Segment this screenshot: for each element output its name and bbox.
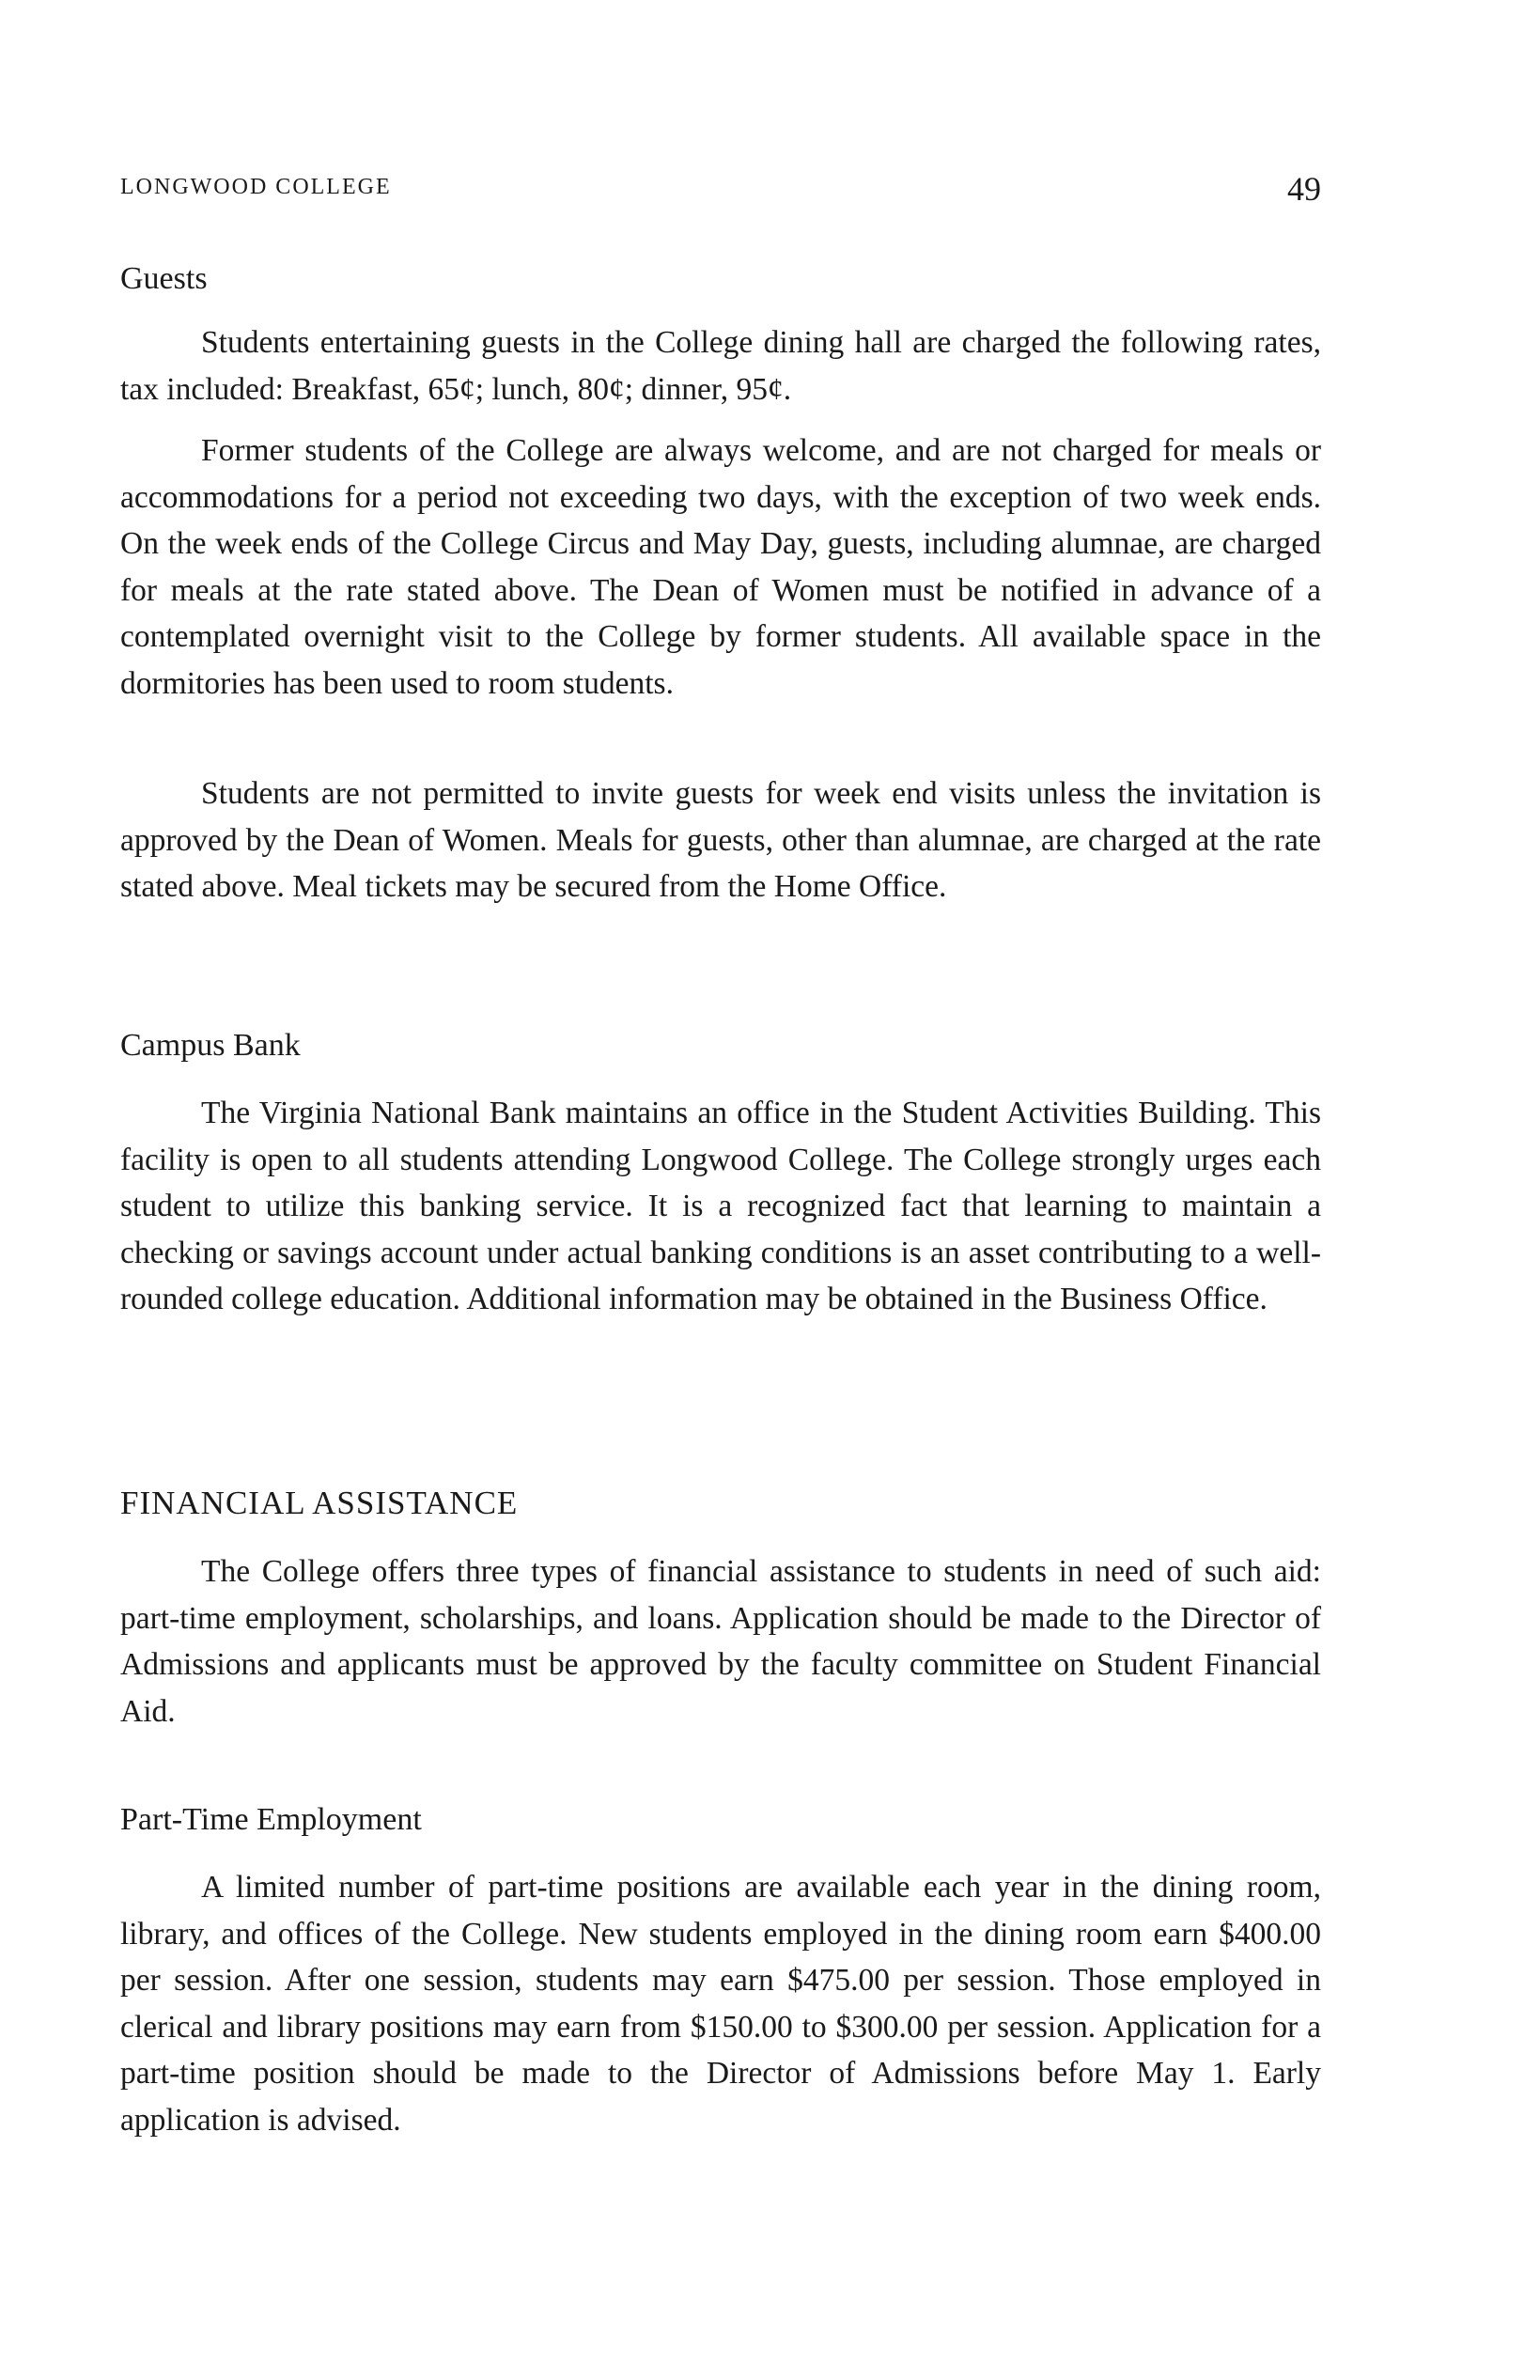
catalog-page (120, 0, 1321, 2380)
guests-paragraph-3: Students are not permitted to invite guests for week end visits unless the invitation is approved by the Dean of Women. Meals for guests, other than alumnae, are charged at the rate stated above. Meal tickets may be secured from the Home Office. (120, 776, 1321, 904)
page-number: 49 (1287, 170, 1321, 208)
financial-assistance-paragraph: The College offers three types of financial assistance to students in need of such aid: part-time employment, scholarships, and loans. Application should be made to the Director of Admissions and applicants must be approved by the faculty committee on Student Financial Aid. (120, 1554, 1321, 1729)
guests-paragraph-2: Former students of the College are always welcome, and are not charged for meals or accommodations for a period not exceeding two days, with the exception of two week ends. On the week ends of the College Circus and May Day, guests, including alumnae, are charged for meals at the rate stated above. The Dean of Women must be notified in advance of a contemplated overnight visit to the College by former students. All available space in the dormitories has been used to room students. (120, 433, 1321, 701)
guests-heading: Guests (120, 261, 208, 296)
campus-bank-heading: Campus Bank (120, 1028, 301, 1063)
guests-paragraph-1: Students entertaining guests in the College dining hall are charged the following rates, tax included: Breakfast, 65¢; lunch, 80¢; dinner, 95¢. (120, 325, 1321, 407)
running-title: LONGWOOD COLLEGE (120, 175, 392, 199)
part-time-employment-paragraph: A limited number of part-time positions are available each year in the dining room, library, and offices of the College. New students employed in the dining room earn $400.00 per session. After one session, students may earn $475.00 per session. Those employed in clerical and library positions may earn from $150.00 to $300.00 per session. Application for a part-time position should be made to the Director of Admissions before May 1. Early application is advised. (120, 1870, 1321, 2138)
running-header (120, 170, 1321, 212)
financial-assistance-heading: FINANCIAL ASSISTANCE (120, 1485, 519, 1521)
part-time-employment-heading: Part-Time Employment (120, 1802, 422, 1837)
campus-bank-paragraph: The Virginia National Bank maintains an office in the Student Activities Building. This facility is open to all students attending Longwood College. The College strongly urges each student to utilize this banking service. It is a recognized fact that learning to maintain a checking or savings account under actual banking conditions is an asset contributing to a well-rounded college education. Additional information may be obtained in the Business Office. (120, 1096, 1321, 1316)
